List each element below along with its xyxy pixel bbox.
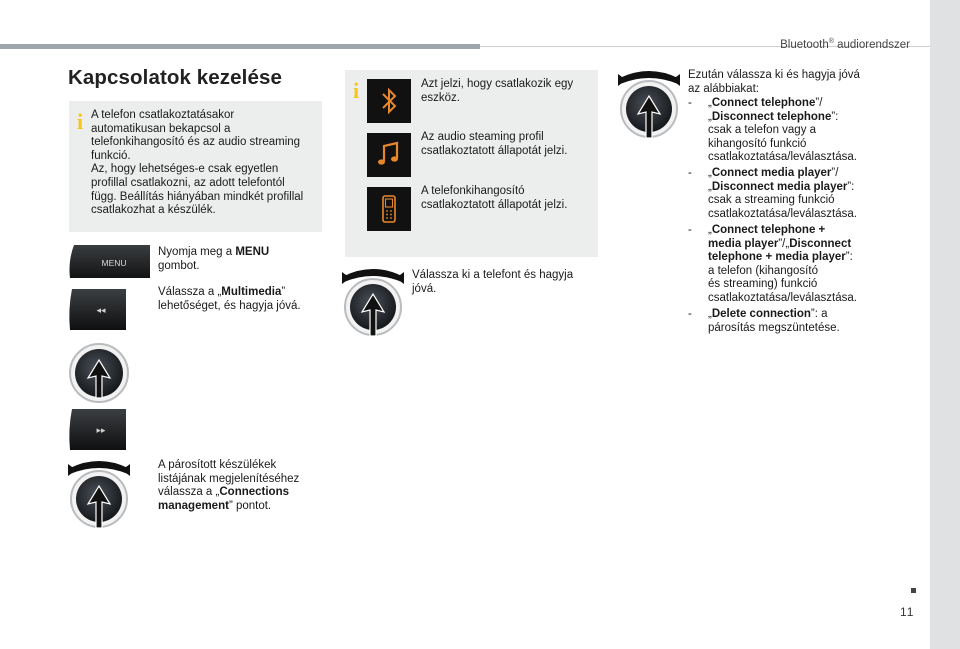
music-desc: Az audio steaming profil csatlakoztatott állapotát jelzi. (421, 131, 568, 157)
knob-rotate-press-icon (618, 68, 680, 140)
phone-desc: A telefonkihangosító csatlakoztatott állapotát jelzi. (421, 185, 568, 211)
step-connections-text: A párosított készülékek listájának megjelenítéséhez válassza a „Connections management” pontot. (158, 459, 300, 512)
section-header: Bluetooth® audiorendszer (780, 38, 910, 51)
info-icon: i (76, 109, 84, 134)
knob-rotate-press-icon (68, 458, 130, 530)
page-number: 11 (900, 605, 915, 619)
options-intro: Ezután válassza ki és hagyja jóvá az alábbiakat: (688, 69, 860, 95)
info-box-text: A telefon csatlakoztatásakor automatikusan bekapcsol a telefonkihangosító és az audio streaming funkció. Az, hogy lehetséges-e csak egyetlen profillal csatlakozni, az adott telefontól függ. Beállítás hiányában mindkét profillal csatlakozhat a készülék. (91, 109, 304, 217)
info-box-connection (69, 101, 322, 232)
option-dash: - (688, 308, 692, 320)
option-connect-media-player: „Connect media player”/ „Disconnect media player”: csak a streaming funkció csatlakoztatása/leválasztása. (708, 167, 857, 220)
step-select-phone-text: Válassza ki a telefont és hagyja jóvá. (412, 269, 574, 295)
next-button-illustration (68, 407, 128, 452)
bluetooth-icon (367, 79, 411, 123)
next-glyph: ▸▸ (96, 426, 106, 436)
step-menu-text: Nyomja meg a MENU gombot. (158, 246, 270, 272)
option-dash: - (688, 97, 692, 109)
end-marker (911, 588, 916, 593)
page-margin-bar (930, 0, 960, 649)
prev-button-illustration (68, 287, 128, 332)
info-icon: i (352, 78, 360, 103)
option-connect-telephone-media: „Connect telephone + media player”/„Disconnect telephone + media player”: a telefon (kihangosító és streaming) funkció csatlakoztatása/leválasztása. (708, 224, 857, 304)
option-dash: - (688, 224, 692, 236)
step-multimedia-text: Válassza a „Multimedia” lehetőséget, és hagyja jóvá. (158, 286, 301, 312)
menu-button-label: MENU (101, 258, 127, 268)
header-rule-dark (0, 44, 480, 49)
option-delete-connection: „Delete connection”: a párosítás megszüntetése. (708, 308, 840, 334)
option-connect-telephone: „Connect telephone”/ „Disconnect telephone”: csak a telefon vagy a kihangosító funkció csatlakoztatása/leválasztása. (708, 97, 857, 164)
option-dash: - (688, 167, 692, 179)
phone-icon (367, 187, 411, 231)
bluetooth-desc: Azt jelzi, hogy csatlakozik egy eszköz. (421, 78, 574, 104)
knob-press-icon (68, 342, 130, 404)
prev-glyph: ◂◂ (96, 306, 106, 316)
menu-button-illustration (68, 243, 152, 280)
knob-rotate-press-icon (342, 266, 404, 338)
info-box-status-icons (345, 70, 598, 257)
page-title: Kapcsolatok kezelése (68, 66, 282, 89)
music-note-icon (367, 133, 411, 177)
